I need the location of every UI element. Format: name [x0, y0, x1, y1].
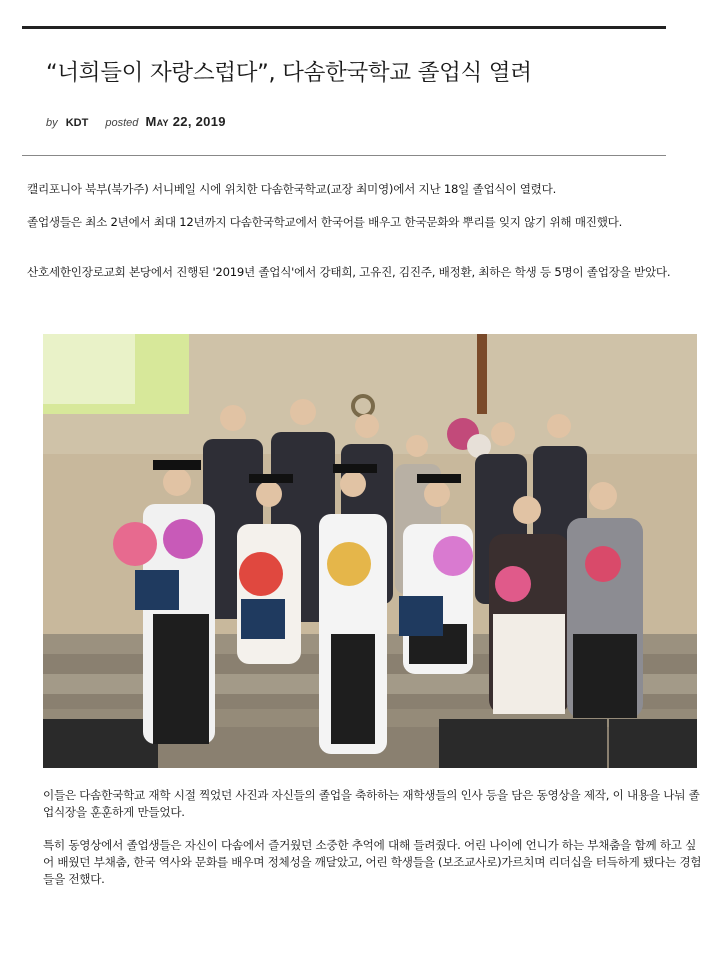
paragraph: 이들은 다솜한국학교 재학 시절 찍었던 사진과 자신들의 졸업을 축하하는 재학생들의 인사 등을 담은 동영상을 제작, 이 내용을 나눠 졸업식장을 훈훈하게 만들었다.: [43, 788, 700, 819]
byline: [46, 114, 226, 129]
graduation-photo-illustration: [43, 334, 697, 768]
paragraph: 산호세한인장로교회 본당에서 진행된 '2019년 졸업식'에서 강태희, 고유진, 김진주, 배정환, 최하은 학생 등 5명이 졸업장을 받았다.: [27, 265, 671, 279]
author-link[interactable]: KDT: [65, 117, 89, 129]
post-date: May 22, 2019: [145, 114, 226, 129]
paragraph: 특히 동영상에서 졸업생들은 자신이 다솜에서 즐거웠던 소중한 추억에 대해 들려줬다. 어린 나이에 언니가 하는 부채춤을 함께 하고 싶어 배웠던 부채춤, 한국 역사와 문화를 배우며 정체성을 깨달았고, 어린 학생들을 (보조교사로)가르치며 리더십을 터득하게 됐다는 경험들을 전했다.: [43, 838, 702, 886]
graduation-photo: [43, 334, 697, 768]
by-label: by: [46, 117, 58, 129]
paragraph: 캘리포니아 북부(북가주) 서니베일 시에 위치한 다솜한국학교(교장 최미영)에서 지난 18일 졸업식이 열렸다.: [27, 182, 557, 196]
top-rule: [22, 26, 666, 29]
posted-label: posted: [105, 117, 139, 129]
paragraph: 졸업생들은 최소 2년에서 최대 12년까지 다솜한국학교에서 한국어를 배우고 한국문화와 뿌리를 잊지 않기 위해 매진했다.: [27, 215, 623, 229]
header-divider: [22, 155, 666, 156]
article-title: “너희들이 자랑스럽다”, 다솜한국학교 졸업식 열려: [46, 60, 532, 86]
